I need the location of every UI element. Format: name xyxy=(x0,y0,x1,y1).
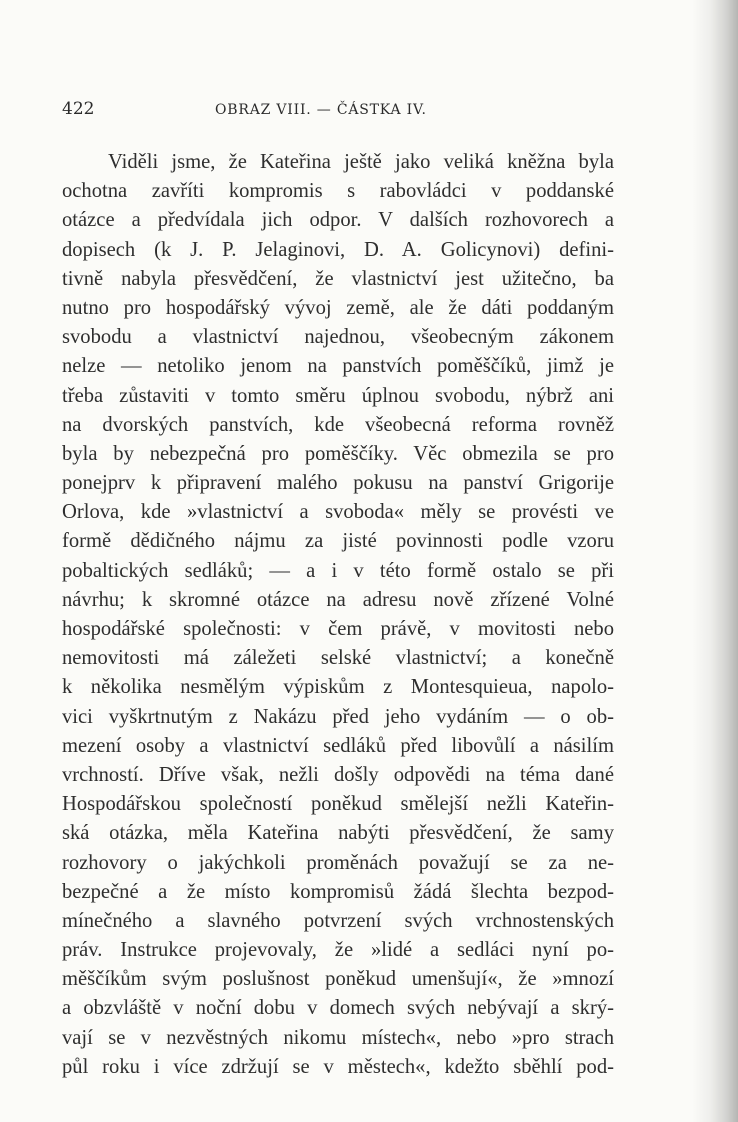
text-line: a obzvláště v noční dobu v domech svých nebývají a skrý- xyxy=(62,997,614,1020)
spine-shadow xyxy=(692,0,738,1122)
body-paragraph xyxy=(62,148,614,1082)
text-line: Viděli jsme, že Kateřina ještě jako veliká kněžna byla xyxy=(108,151,614,173)
page-number: 422 xyxy=(62,99,95,119)
text-line: pobaltických sedláků; — a i v této formě ostalo se při xyxy=(62,559,614,582)
text-line: Hospodářskou společností poněkud smělejší nežli Kateřin- xyxy=(62,793,614,816)
text-line: ponejprv k připravení malého pokusu na panství Grigorije xyxy=(62,472,614,495)
text-line: návrhu; k skromné otázce na adresu nově zřízené Volné xyxy=(62,588,614,611)
text-line: vrchností. Dříve však, nežli došly odpovědi na téma dané xyxy=(62,763,614,786)
text-line: dopisech (k J. P. Jelaginovi, D. A. Golicynovi) defini- xyxy=(62,238,614,261)
text-line: vají se v nezvěstných nikomu místech«, nebo »pro strach xyxy=(62,1026,614,1049)
text-line: otázce a předvídala jich odpor. V dalších rozhovorech a xyxy=(62,209,614,232)
text-line: hospodářské společnosti: v čem právě, v movitosti nebo xyxy=(62,618,614,640)
text-line: nutno pro hospodářský vývoj země, ale že dáti poddaným xyxy=(62,296,614,319)
text-line: formě dědičného nájmu za jisté povinnosti podle vzoru xyxy=(62,530,614,553)
text-line: nelze — netoliko jenom na panstvích poměščíků, jimž je xyxy=(62,355,614,378)
text-line: tivně nabyla přesvědčení, že vlastnictví jest užitečno, ba xyxy=(62,267,614,290)
text-line: třeba zůstaviti v tomto směru úplnou svobodu, nýbrž ani xyxy=(62,384,614,407)
text-line: vici vyškrtnutým z Nakázu před jeho vydáním — o ob- xyxy=(62,705,614,728)
text-line: půl roku i více zdržují se v městech«, kdežto sběhlí pod- xyxy=(62,1055,614,1078)
text-line: práv. Instrukce projevovaly, že »lidé a sedláci nyní po- xyxy=(62,939,614,962)
text-line: Orlova, kde »vlastnictví a svoboda« měly se provésti ve xyxy=(62,501,614,524)
text-line: bezpečné a že místo kompromisů žádá šlechta bezpod- xyxy=(62,880,614,903)
text-line: nemovitosti má záležeti selské vlastnictví; a konečně xyxy=(62,647,614,670)
text-line: ská otázka, měla Kateřina nabýti přesvědčení, že samy xyxy=(62,822,614,845)
running-title: OBRAZ VIII. — ČÁSTKA IV. xyxy=(215,102,427,118)
text-line: rozhovory o jakýchkoli proměnách považují se za ne- xyxy=(62,851,614,874)
text-line: na dvorských panstvích, kde všeobecná reforma rovněž xyxy=(62,413,614,436)
text-line: měščíkům svým poslušnost poněkud umenšují«, že »mnozí xyxy=(62,968,614,991)
text-line: k několika nesmělým výpiskům z Montesquieua, napolo- xyxy=(62,676,614,699)
text-line: ochotna zavříti kompromis s rabovládci v poddanské xyxy=(62,180,614,203)
text-line: svobodu a vlastnictví najednou, všeobecným zákonem xyxy=(62,326,614,349)
text-line: byla by nebezpečná pro poměščíky. Věc obmezila se pro xyxy=(62,442,614,465)
text-line: mezení osoby a vlastnictví sedláků před libovůlí a násilím xyxy=(62,734,614,757)
text-line: mínečného a slavného potvrzení svých vrchnostenských xyxy=(62,909,614,932)
